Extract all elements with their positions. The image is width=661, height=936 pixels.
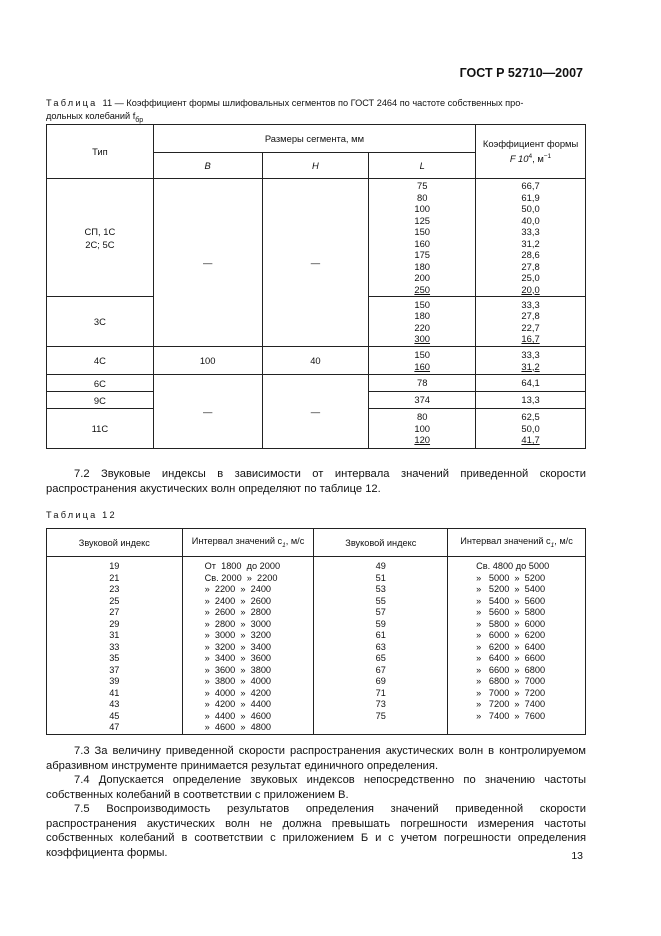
value-line: 31: [109, 630, 120, 640]
value-line: » 4600 » 4800: [204, 722, 272, 732]
l-values-cell: [369, 347, 476, 375]
value-line: » 6800 » 7000: [476, 676, 546, 686]
f-values-cell: [476, 347, 586, 375]
paragraph-7-5: 7.5 Воспроизводимость результатов определения значений приведенной скорости распространения акустических волн не должна превышать погрешности измерения частоты собственных колебаний в соответствии с приложением Б и с учетом погрешности определения коэффициента формы.: [46, 803, 586, 859]
value-line: 22,7: [521, 321, 540, 333]
col-h-header: H: [262, 153, 369, 179]
document-header: ГОСТ Р 52710—2007: [459, 66, 583, 80]
value-line: 28,6: [521, 249, 540, 260]
value-line: 21: [109, 572, 120, 583]
type-cell: 4С: [47, 347, 154, 375]
value-line: 33: [109, 641, 120, 652]
paragraph-7-4: 7.4 Допускается определение звуковых индексов непосредственно по значению частоты собственных колебаний в соответствии с приложением В.: [46, 774, 586, 801]
value-line: » 2400 » 2600: [204, 595, 272, 606]
value-line: 31,2: [521, 237, 540, 249]
value-line: 69: [375, 676, 386, 686]
value-line: 63: [375, 641, 386, 652]
table-11: [46, 124, 586, 449]
f-values-cell: [476, 392, 586, 409]
f-values-cell: [476, 375, 586, 392]
value-line: 61,9: [521, 191, 540, 203]
f-values-cell: [476, 179, 586, 297]
value-line: 57: [375, 607, 386, 617]
value-line: 23: [109, 584, 120, 594]
value-line: 150: [414, 298, 431, 310]
value-line: » 5200 » 5400: [476, 584, 546, 594]
value-line: 73: [375, 699, 386, 709]
value-line: 200: [414, 272, 431, 283]
table-12: [46, 528, 586, 735]
col-index-header-2: Звуковой индекс: [314, 529, 448, 557]
value-line: 27,8: [521, 310, 540, 321]
value-line: 39: [109, 676, 120, 686]
paragraph-7-3: 7.3 За величину приведенной скорости распространения акустических волн в контролируемом абразивном инструменте принимается результат единичного определения.: [46, 745, 586, 772]
value-line: 13,3: [521, 394, 540, 406]
col-sizes-header: Размеры сегмента, мм: [153, 125, 475, 153]
b-dash-cell: —: [153, 179, 262, 347]
value-line: 50,0: [521, 203, 540, 214]
type-cell: 11С: [47, 409, 154, 449]
value-line: 51: [375, 572, 386, 583]
value-line: » 5600 » 5800: [476, 607, 546, 617]
col-coef-header: Коэффициент формы F $10^4$, $м^{-1}$: [476, 125, 586, 179]
page-number: 13: [571, 850, 583, 862]
value-line: » 6400 » 6600: [476, 653, 546, 663]
value-line: 25,0: [521, 272, 540, 283]
value-line: » 3800 » 4000: [204, 676, 272, 686]
value-line: 47: [109, 722, 120, 732]
value-line: » 5000 » 5200: [476, 572, 546, 583]
value-line: 80: [416, 191, 428, 203]
value-line: 59: [375, 618, 386, 629]
h-dash-cell: —: [262, 375, 369, 449]
h-dash-cell: —: [262, 179, 369, 347]
value-line: 16,7: [521, 333, 540, 344]
value-line: 45: [109, 710, 120, 721]
value-line: 29: [109, 618, 120, 629]
value-line: 25: [109, 595, 120, 606]
value-line: 49: [375, 561, 386, 571]
value-line: 180: [414, 260, 431, 272]
interval-list-right: [448, 557, 586, 735]
b-value-cell: 100: [153, 347, 262, 375]
value-line: От 1800 до 2000: [204, 561, 281, 571]
interval-list-left: [182, 557, 314, 735]
value-line: 61: [375, 630, 386, 640]
b-dash-cell: —: [153, 375, 262, 449]
value-line: » 3000 » 3200: [204, 630, 272, 640]
value-line: 100: [414, 203, 431, 214]
table12-caption: Таблица 12: [46, 510, 117, 520]
value-line: » 5400 » 5600: [476, 595, 546, 606]
value-line: 75: [416, 180, 428, 191]
value-line: Св. 2000 » 2200: [204, 572, 278, 583]
value-line: 250: [414, 283, 431, 295]
type-cell: СП, 1С 2С; 5С: [47, 179, 154, 297]
value-line: » 7400 » 7600: [476, 710, 546, 721]
value-line: » 2600 » 2800: [204, 607, 272, 617]
value-line: 160: [414, 360, 431, 372]
value-line: 374: [414, 394, 431, 406]
value-line: 27: [109, 607, 120, 617]
value-line: 66,7: [521, 180, 540, 191]
f-values-cell: [476, 297, 586, 347]
value-line: 33,3: [521, 298, 540, 310]
value-line: » 6600 » 6800: [476, 664, 546, 675]
value-line: 41: [109, 687, 120, 698]
value-line: » 6000 » 6200: [476, 630, 546, 640]
value-line: 80: [416, 411, 428, 423]
paragraphs-7-3-to-7-5: [46, 744, 586, 860]
index-list-right: [314, 557, 448, 735]
value-line: 41,7: [521, 434, 540, 446]
value-line: 125: [414, 214, 431, 226]
h-value-cell: 40: [262, 347, 369, 375]
value-line: » 3600 » 3800: [204, 664, 272, 675]
value-line: 55: [375, 595, 386, 606]
value-line: » 4000 » 4200: [204, 687, 272, 698]
value-line: » 2800 » 3000: [204, 618, 272, 629]
value-line: 65: [375, 653, 386, 663]
f-values-cell: [476, 409, 586, 449]
value-line: 53: [375, 584, 386, 594]
value-line: 40,0: [521, 214, 540, 226]
col-index-header: Звуковой индекс: [47, 529, 183, 557]
value-line: 37: [109, 664, 120, 675]
value-line: 50,0: [521, 422, 540, 434]
l-values-cell: [369, 409, 476, 449]
value-line: 150: [414, 226, 431, 237]
value-line: 78: [416, 377, 428, 389]
value-line: 75: [375, 710, 386, 721]
l-values-cell: [369, 375, 476, 392]
value-line: 19: [109, 561, 120, 571]
value-line: 62,5: [521, 411, 540, 423]
l-values-cell: [369, 297, 476, 347]
value-line: 300: [414, 333, 431, 344]
value-line: 64,1: [521, 377, 540, 389]
value-line: Св. 4800 до 5000: [476, 561, 550, 571]
value-line: 150: [414, 349, 431, 360]
col-type-header: Тип: [47, 125, 154, 179]
value-line: 120: [414, 434, 431, 446]
value-line: 180: [414, 310, 431, 321]
value-line: 33,3: [521, 349, 540, 360]
col-interval-header-2: Интервал значений $c_1$, м/с: [448, 529, 586, 557]
l-values-cell: [369, 392, 476, 409]
value-line: » 3400 » 3600: [204, 653, 272, 663]
paragraph-7-2: 7.2 Звуковые индексы в зависимости от интервала значений приведенной скорости распространения акустических волн определяют по таблице 12.: [46, 468, 586, 495]
index-list-left: [47, 557, 183, 735]
value-line: 100: [414, 422, 431, 434]
value-line: » 4200 » 4400: [204, 699, 272, 709]
value-line: 43: [109, 699, 120, 709]
l-values-cell: [369, 179, 476, 297]
col-b-header: B: [153, 153, 262, 179]
value-line: 31,2: [521, 360, 540, 372]
value-line: » 6200 » 6400: [476, 641, 546, 652]
value-line: 175: [414, 249, 431, 260]
type-cell: 9С: [47, 392, 154, 409]
value-line: 35: [109, 653, 120, 663]
value-line: » 2200 » 2400: [204, 584, 272, 594]
value-line: 33,3: [521, 226, 540, 237]
type-cell: 6С: [47, 375, 154, 392]
value-line: 160: [414, 237, 431, 249]
type-cell: 3С: [47, 297, 154, 347]
table11-caption: Таблица 11 — Коэффициент формы шлифовальных сегментов по ГОСТ 2464 по частоте собственных про- дольных колебаний $f_{бр}$: [46, 98, 524, 124]
col-interval-header: Интервал значений $c_1$, м/с: [182, 529, 314, 557]
value-line: » 7200 » 7400: [476, 699, 546, 709]
value-line: 27,8: [521, 260, 540, 272]
value-line: » 3200 » 3400: [204, 641, 272, 652]
value-line: 220: [414, 321, 431, 333]
value-line: » 5800 » 6000: [476, 618, 546, 629]
value-line: 67: [375, 664, 386, 675]
value-line: » 7000 » 7200: [476, 687, 546, 698]
value-line: 20,0: [521, 283, 540, 295]
value-line: 71: [375, 687, 386, 698]
col-l-header: L: [369, 153, 476, 179]
value-line: » 4400 » 4600: [204, 710, 272, 721]
